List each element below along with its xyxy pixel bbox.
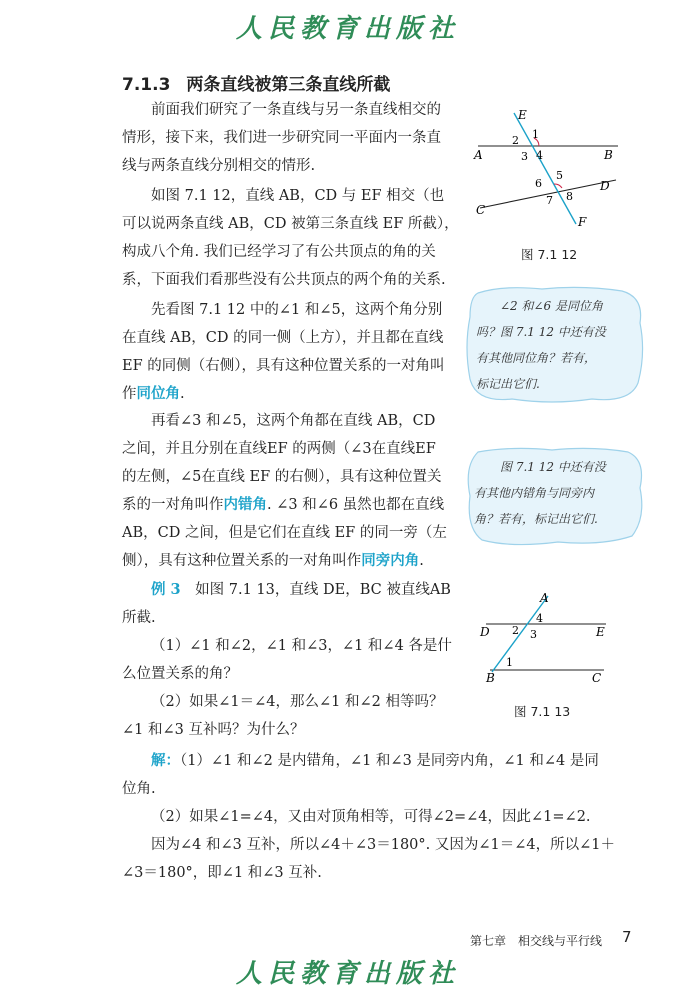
text-line: 前面我们研究了一条直线与另一条直线相交的 — [151, 102, 441, 118]
bubble-text-line: 有其他内错角与同旁内 — [474, 486, 595, 500]
example-label: 例 3 — [151, 581, 181, 598]
text-line: 之间，并且分别在直线EF 的两侧（∠3在直线EF — [122, 441, 436, 457]
figure-7-1-12 — [470, 108, 630, 230]
angle-label-3: 3 — [521, 150, 528, 163]
text-line: 情形，接下来，我们进一步研究同一平面内一条直 — [122, 130, 441, 146]
text-fragment: 作 — [122, 386, 137, 402]
text-line: 位角. — [122, 781, 156, 797]
paragraph-alternate-angles — [122, 407, 447, 575]
intro-paragraph — [122, 96, 441, 180]
text-line: 系，下面我们看那些没有公共顶点的两个角的关系. — [122, 272, 446, 288]
text-line — [122, 576, 452, 604]
term-corresponding-angles: 同位角 — [136, 385, 180, 402]
text-line: ∠1 和∠3 互补吗？为什么？ — [122, 722, 305, 738]
angle-label-7: 7 — [546, 194, 553, 207]
text-line: 先看图 7.1 12 中的∠1 和∠5，这两个角分别 — [151, 302, 443, 318]
bubble-text-line: 图 7.1 12 中还有没 — [500, 460, 606, 474]
text-fragment: 系的一对角叫作 — [122, 497, 224, 513]
solution-label: 解： — [151, 752, 180, 769]
label-a: A — [474, 148, 483, 162]
line-ab — [492, 596, 548, 672]
text-line: 因为∠4 和∠3 互补，所以∠4＋∠3＝180°. 又因为∠1＝∠4，所以∠1＋ — [151, 837, 615, 853]
line-ef — [514, 113, 576, 224]
text-line: AB，CD 之间，但是它们在直线 EF 的同一旁（左 — [122, 525, 447, 541]
angle-label-2: 2 — [512, 134, 519, 147]
text-fragment: 如图 7.1 13，直线 DE，BC 被直线AB — [195, 582, 451, 598]
text-line: （1）∠1 和∠2，∠1 和∠3，∠1 和∠4 各是什 — [151, 638, 452, 654]
solution — [122, 747, 615, 887]
text-line — [122, 380, 445, 408]
angle-label-6: 6 — [535, 177, 542, 190]
label-d: D — [480, 625, 490, 639]
angle-label-8: 8 — [566, 190, 573, 203]
thought-bubble-corresponding — [462, 283, 648, 409]
text-line: 如图 7.1 12，直线 AB，CD 与 EF 相交（也 — [151, 188, 445, 204]
paragraph-corresponding-angles — [122, 296, 445, 408]
angle-label-3: 3 — [530, 628, 537, 641]
text-line: 再看∠3 和∠5，这两个角都在直线 AB，CD — [151, 413, 436, 429]
bubble-text-line: 有其他同位角？若有， — [476, 351, 597, 365]
chapter-footer: 第七章 相交线与平行线 — [470, 934, 603, 948]
text-line: 在直线 AB，CD 的同一侧（上方），并且都在直线 — [122, 330, 444, 346]
paragraph-figure-intro — [122, 182, 459, 294]
text-line — [122, 491, 447, 519]
section-title-text: 两条直线被第三条直线所截 — [186, 75, 391, 95]
label-c: C — [592, 671, 602, 684]
publisher-logo-top: 人民教育出版社 — [235, 14, 460, 44]
label-a: A — [540, 591, 549, 605]
text-line: 的左侧，∠5在直线 EF 的右侧），具有这种位置关 — [122, 469, 442, 485]
bubble-text-line: ∠2 和∠6 是同位角 — [500, 299, 604, 313]
bubble-text-line: 吗？图 7.1 12 中还有没 — [476, 325, 606, 339]
label-b: B — [486, 671, 495, 684]
section-title — [122, 70, 390, 95]
bubble-text-line: 标记出它们. — [476, 377, 540, 391]
text-fragment: . — [419, 553, 424, 569]
text-line: 线与两条直线分别相交的情形. — [122, 158, 316, 174]
label-e: E — [596, 625, 605, 639]
text-fragment: （1）∠1 和∠2 是内错角，∠1 和∠3 是同旁内角，∠1 和∠4 是同 — [180, 753, 599, 769]
text-line — [122, 547, 447, 575]
text-line: （2）如果∠1=∠4，又由对顶角相等，可得∠2=∠4，因此∠1=∠2. — [151, 809, 591, 825]
text-line: （2）如果∠1＝∠4，那么∠1 和∠2 相等吗？ — [151, 694, 444, 710]
example-3 — [122, 576, 452, 744]
text-line — [122, 747, 615, 775]
angle-label-1: 1 — [506, 656, 513, 669]
label-c: C — [476, 203, 486, 217]
angle-label-2: 2 — [512, 624, 519, 637]
text-fragment: . ∠3 和∠6 虽然也都在直线 — [267, 497, 445, 513]
term-alternate-interior-angles: 内错角 — [223, 496, 267, 513]
text-line: EF 的同侧（右侧），具有这种位置关系的一对角叫 — [122, 358, 445, 374]
angle-label-4: 4 — [536, 612, 543, 625]
label-d: D — [600, 179, 610, 193]
angle-label-5: 5 — [556, 169, 563, 182]
figure-7-1-13 — [476, 590, 616, 684]
term-same-side-interior-angles: 同旁内角 — [361, 552, 420, 569]
thought-bubble-alternate — [462, 444, 648, 548]
label-e: E — [518, 108, 527, 122]
angle-label-4: 4 — [536, 149, 543, 162]
text-fragment: 侧），具有这种位置关系的一对角叫作 — [122, 553, 362, 569]
bubble-text-line: 角？若有，标记出它们. — [474, 512, 598, 526]
angle-label-1: 1 — [532, 128, 539, 141]
figure-7-1-13-caption: 图 7.1 13 — [514, 704, 571, 719]
label-b: B — [604, 148, 613, 162]
text-line: 么位置关系的角？ — [122, 666, 238, 682]
page-number: 7 — [622, 928, 632, 946]
figure-7-1-12-caption: 图 7.1 12 — [521, 247, 578, 262]
label-f: F — [578, 215, 587, 229]
section-number: 7.1.3 — [122, 75, 171, 95]
text-line: 可以说两条直线 AB，CD 被第三条直线 EF 所截）， — [122, 216, 459, 232]
text-line: 构成八个角. 我们已经学习了有公共顶点的角的关 — [122, 244, 436, 260]
text-line: 所截. — [122, 610, 156, 626]
publisher-logo-bottom: 人民教育出版社 — [235, 959, 460, 989]
text-fragment: . — [180, 386, 185, 402]
text-line: ∠3＝180°，即∠1 和∠3 互补. — [122, 865, 322, 881]
